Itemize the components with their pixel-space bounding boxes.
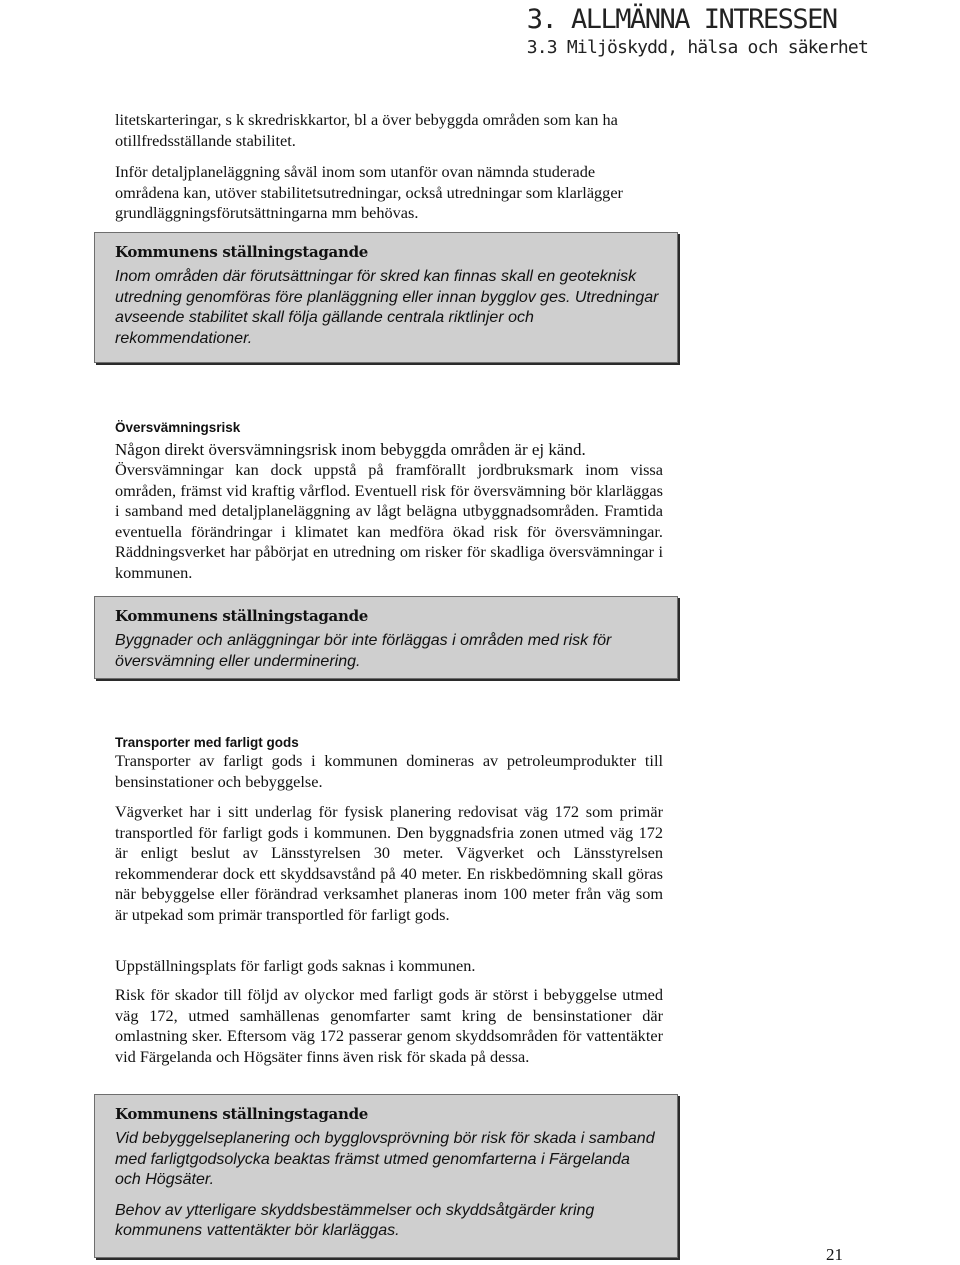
paragraph-parking-site: Uppställningsplats för farligt gods saknas i kommunen. [115, 956, 476, 975]
paragraph-transport-route: Vägverket har i sitt underlag för fysisk planering redovisat väg 172 som primär transportled för farligt gods i kommunen. Den byggnadsfria zonen utmed väg 172 är enligt beslut av Länsstyrelsen 30 meter. Vägverket och Länsstyrelsen rekommenderar dock ett skyddsavstånd på 40 meter. En riskbedömning skall göras när bebyggelse eller förändrad verksamhet planeras inom 100 meter från väg som är utpekad som primär transportled för farligt gods. [115, 802, 663, 924]
box-text: Vid bebyggelseplanering och bygglovsprövning bör risk för skada i samband med farligtgodsolycka beaktas främst utmed genomfarterna i Färgelanda och Högsäter. [115, 1130, 655, 1188]
box-text: Inom områden där förutsättningar för skred kan finnas skall en geoteknisk utredning genomföras före planläggning eller innan bygglov ges. Utredningar avseende stabilitet skall följa gällande centrala riktlinjer och rekommendationer. [115, 268, 659, 347]
paragraph-stability-continued: litetskarteringar, s k skredriskkartor, bl a över bebyggda områden som kan ha otillfredsställande stabilitet. [115, 110, 618, 150]
paragraph-detail-planning: Inför detaljplaneläggning såväl inom som utanför ovan nämnda studerade områdena kan, utöver stabilitetsutredningar, också utredningar som klarlägger grundläggningsförutsättningarna mm behövas. [115, 162, 623, 222]
section-title: 3.3 Miljöskydd, hälsa och säkerhet [526, 37, 868, 58]
paragraph-transport-intro: Transporter av farligt gods i kommunen domineras av petroleumprodukter till bensinstationer och bebyggelse. [115, 751, 663, 791]
paragraph-accident-risk: Risk för skador till följd av olyckor med farligt gods är störst i bebyggelse utmed väg 172, utmed samhällenas genomfarter samt kring de bensinstationer där omlastning sker. Eftersom väg 172 passerar genom skyddsområden för vattentäkter vid Färgelanda och Högsäter finns även risk för skada på dessa. [115, 985, 663, 1066]
box-title: Kommunens ställningstagande [115, 243, 369, 261]
box-text: Byggnader och anläggningar bör inte förläggas i områden med risk för översvämning eller underminering. [115, 632, 612, 670]
municipal-position-box-flood [94, 596, 678, 679]
box-text: Behov av ytterligare skyddsbestämmelser och skyddsåtgärder kring kommunens vattentäkter bör klarläggas. [115, 1201, 595, 1239]
page-number: 21 [826, 1245, 843, 1264]
municipal-position-box-transport [94, 1094, 678, 1258]
paragraph-flood-body: Översvämningar kan dock uppstå på framförallt jordbruksmark inom vissa områden, främst vid kraftig vårflod. Eventuell risk för översvämning bör klarläggas i samband med detaljplaneläggning av lågt belägna utbyggnadsområden. Framtida eventuella förändringar i klimatet kan medföra ökad risk för översvämningar. Räddningsverket har påbörjat en utredning om risker för skadliga översvämningar i kommunen. [115, 460, 663, 582]
box-title: Kommunens ställningstagande [115, 1105, 369, 1123]
heading-dangerous-goods: Transporter med farligt gods [115, 735, 299, 750]
heading-flood-risk: Översvämningsrisk [115, 420, 241, 435]
page-header [527, 4, 868, 60]
box-title: Kommunens ställningstagande [115, 607, 369, 625]
municipal-position-box-landslide [94, 232, 678, 363]
chapter-title: 3. ALLMÄNNA INTRESSEN [526, 4, 837, 35]
paragraph-flood-intro: Någon direkt översvämningsrisk inom bebyggda områden är ej känd. [115, 440, 586, 459]
